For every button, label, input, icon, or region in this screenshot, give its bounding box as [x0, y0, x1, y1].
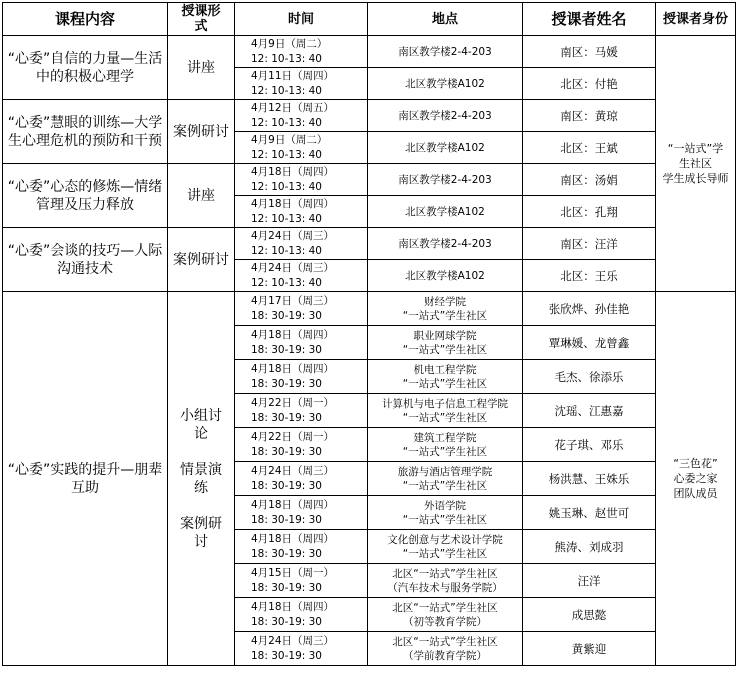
method-cell: 讲座 — [168, 164, 235, 228]
course-cell: “心委”自信的力量—生活中的积极心理学 — [3, 36, 168, 100]
course-cell: “心委”实践的提升—朋辈互助 — [3, 292, 168, 666]
date-text: 4月18日（周四） — [251, 532, 335, 545]
date-text: 4月18日（周四） — [251, 600, 335, 613]
location-cell: 南区教学楼2-4-203 — [368, 228, 523, 260]
header-method-line1: 授课形 — [181, 4, 221, 19]
hours-text: 12: 10-13: 40 — [251, 244, 322, 257]
method-line: 讨 — [194, 533, 208, 550]
location-cell: 北区教学楼A102 — [368, 260, 523, 292]
location-cell — [368, 632, 523, 666]
time-cell — [235, 394, 368, 428]
time-cell — [235, 428, 368, 462]
method-cell: 案例研讨 — [168, 100, 235, 164]
table-row — [3, 228, 736, 260]
teacher-cell: 姚玉琳、赵世可 — [523, 496, 656, 530]
time-cell — [235, 100, 368, 132]
method-line: 情景演 — [180, 461, 222, 478]
role-line: “三色花” — [673, 457, 718, 470]
location-cell — [368, 428, 523, 462]
location-line2: “一站式”学生社区 — [402, 343, 488, 356]
hours-text: 18: 30-19: 30 — [251, 377, 322, 390]
location-line1: 北区“一站式”学生社区 — [392, 601, 498, 614]
time-cell — [235, 260, 368, 292]
date-text: 4月22日（周一） — [251, 396, 335, 409]
location-line2: “一站式”学生社区 — [402, 445, 488, 458]
header-course: 课程内容 — [3, 3, 168, 36]
teacher-cell: 花子琪、邓乐 — [523, 428, 656, 462]
location-cell — [368, 530, 523, 564]
date-text: 4月12日（周五） — [251, 101, 335, 114]
hours-text: 12: 10-13: 40 — [251, 52, 322, 65]
teacher-cell: 熊涛、刘成羽 — [523, 530, 656, 564]
location-cell — [368, 394, 523, 428]
location-cell: 南区教学楼2-4-203 — [368, 164, 523, 196]
role-line: 学生成长导师 — [662, 172, 729, 185]
location-line1: 外语学院 — [424, 499, 466, 512]
teacher-cell: 南区：马媛 — [523, 36, 656, 68]
time-cell — [235, 132, 368, 164]
location-line1: 北区“一站式”学生社区 — [392, 635, 498, 648]
method-line: 论 — [194, 425, 208, 442]
time-cell — [235, 462, 368, 496]
location-line1: 职业网球学院 — [413, 329, 477, 342]
method-cell: 案例研讨 — [168, 228, 235, 292]
role-line: 生社区 — [679, 157, 712, 170]
teacher-cell: 沈瑶、江惠嘉 — [523, 394, 656, 428]
location-cell — [368, 462, 523, 496]
role-line: 团队成员 — [673, 487, 718, 500]
header-row — [3, 3, 736, 36]
date-text: 4月17日（周三） — [251, 294, 335, 307]
date-text: 4月18日（周四） — [251, 362, 335, 375]
location-line2: “一站式”学生社区 — [402, 377, 488, 390]
role-cell-upper — [656, 36, 736, 292]
date-text: 4月18日（周四） — [251, 165, 335, 178]
hours-text: 12: 10-13: 40 — [251, 212, 322, 225]
header-method — [168, 3, 235, 36]
date-text: 4月18日（周四） — [251, 197, 335, 210]
location-line2: “一站式”学生社区 — [402, 411, 488, 424]
location-cell — [368, 564, 523, 598]
time-cell — [235, 36, 368, 68]
date-text: 4月24日（周三） — [251, 464, 335, 477]
hours-text: 18: 30-19: 30 — [251, 513, 322, 526]
teacher-cell: 南区：汪洋 — [523, 228, 656, 260]
table-row — [3, 164, 736, 196]
course-cell: “心委”慧眼的训练—大学生心理危机的预防和干预 — [3, 100, 168, 164]
teacher-cell: 杨洪慧、王姝乐 — [523, 462, 656, 496]
hours-text: 12: 10-13: 40 — [251, 180, 322, 193]
header-teacher: 授课者姓名 — [523, 3, 656, 36]
location-line1: 计算机与电子信息工程学院 — [382, 397, 508, 410]
location-cell: 南区教学楼2-4-203 — [368, 100, 523, 132]
location-line2: （初等教育学院） — [403, 615, 487, 628]
location-line2: “一站式”学生社区 — [402, 479, 488, 492]
date-text: 4月24日（周三） — [251, 261, 335, 274]
hours-text: 18: 30-19: 30 — [251, 649, 322, 662]
date-text: 4月18日（周四） — [251, 328, 335, 341]
hours-text: 18: 30-19: 30 — [251, 615, 322, 628]
location-cell — [368, 326, 523, 360]
teacher-cell: 北区：付艳 — [523, 68, 656, 100]
method-line — [170, 497, 232, 515]
time-cell — [235, 326, 368, 360]
location-cell: 南区教学楼2-4-203 — [368, 36, 523, 68]
time-cell — [235, 632, 368, 666]
location-cell — [368, 598, 523, 632]
location-line2: “一站式”学生社区 — [402, 513, 488, 526]
location-line2: “一站式”学生社区 — [402, 309, 488, 322]
time-cell — [235, 496, 368, 530]
date-text: 4月11日（周四） — [251, 69, 335, 82]
header-role: 授课者身份 — [656, 3, 736, 36]
hours-text: 12: 10-13: 40 — [251, 116, 322, 129]
date-text: 4月24日（周三） — [251, 229, 335, 242]
header-method-line2: 式 — [194, 19, 208, 34]
location-line1: 财经学院 — [424, 295, 466, 308]
method-line: 小组讨 — [180, 407, 222, 424]
teacher-cell: 北区：王乐 — [523, 260, 656, 292]
hours-text: 18: 30-19: 30 — [251, 411, 322, 424]
location-line2: （学前教育学院） — [403, 649, 487, 662]
teacher-cell: 张欣烨、孙佳艳 — [523, 292, 656, 326]
method-line: 练 — [194, 479, 208, 496]
time-cell — [235, 196, 368, 228]
teacher-cell: 毛杰、徐添乐 — [523, 360, 656, 394]
date-text: 4月9日（周二） — [251, 133, 328, 146]
table-row — [3, 292, 736, 326]
table-row — [3, 100, 736, 132]
location-line1: 机电工程学院 — [413, 363, 477, 376]
time-cell — [235, 564, 368, 598]
location-cell: 北区教学楼A102 — [368, 68, 523, 100]
role-cell-lower — [656, 292, 736, 666]
hours-text: 12: 10-13: 40 — [251, 276, 322, 289]
date-text: 4月9日（周二） — [251, 37, 328, 50]
method-cell — [168, 292, 235, 666]
time-cell — [235, 292, 368, 326]
hours-text: 18: 30-19: 30 — [251, 547, 322, 560]
header-time: 时间 — [235, 3, 368, 36]
role-line: 心委之家 — [673, 472, 718, 485]
teacher-cell: 北区：王斌 — [523, 132, 656, 164]
date-text: 4月22日（周一） — [251, 430, 335, 443]
teacher-cell: 南区：黄琼 — [523, 100, 656, 132]
hours-text: 18: 30-19: 30 — [251, 479, 322, 492]
location-line1: 建筑工程学院 — [413, 431, 477, 444]
schedule-table — [2, 2, 736, 666]
teacher-cell: 南区：汤娟 — [523, 164, 656, 196]
location-cell — [368, 292, 523, 326]
date-text: 4月18日（周四） — [251, 498, 335, 511]
time-cell — [235, 360, 368, 394]
teacher-cell: 黄紫迎 — [523, 632, 656, 666]
location-line1: 旅游与酒店管理学院 — [397, 465, 493, 478]
location-cell — [368, 496, 523, 530]
location-line1: 文化创意与艺术设计学院 — [387, 533, 503, 546]
teacher-cell: 覃琳媛、龙曾鑫 — [523, 326, 656, 360]
header-location: 地点 — [368, 3, 523, 36]
time-cell — [235, 598, 368, 632]
location-cell — [368, 360, 523, 394]
location-cell: 北区教学楼A102 — [368, 132, 523, 164]
time-cell — [235, 68, 368, 100]
table-row — [3, 36, 736, 68]
course-cell: “心委”心态的修炼—情绪管理及压力释放 — [3, 164, 168, 228]
method-cell: 讲座 — [168, 36, 235, 100]
hours-text: 18: 30-19: 30 — [251, 445, 322, 458]
method-line: 案例研 — [180, 515, 222, 532]
time-cell — [235, 164, 368, 196]
date-text: 4月24日（周三） — [251, 634, 335, 647]
time-cell — [235, 530, 368, 564]
method-line — [170, 443, 232, 461]
date-text: 4月15日（周一） — [251, 566, 335, 579]
location-line2: “一站式”学生社区 — [402, 547, 488, 560]
location-cell: 北区教学楼A102 — [368, 196, 523, 228]
teacher-cell: 北区：孔翔 — [523, 196, 656, 228]
teacher-cell: 汪洋 — [523, 564, 656, 598]
role-line: “一站式”学 — [667, 142, 724, 155]
course-cell: “心委”会谈的技巧—人际沟通技术 — [3, 228, 168, 292]
location-line2: （汽车技术与服务学院） — [387, 581, 503, 594]
hours-text: 18: 30-19: 30 — [251, 343, 322, 356]
hours-text: 18: 30-19: 30 — [251, 581, 322, 594]
time-cell — [235, 228, 368, 260]
hours-text: 12: 10-13: 40 — [251, 148, 322, 161]
teacher-cell: 成思懿 — [523, 598, 656, 632]
hours-text: 12: 10-13: 40 — [251, 84, 322, 97]
hours-text: 18: 30-19: 30 — [251, 309, 322, 322]
location-line1: 北区“一站式”学生社区 — [392, 567, 498, 580]
